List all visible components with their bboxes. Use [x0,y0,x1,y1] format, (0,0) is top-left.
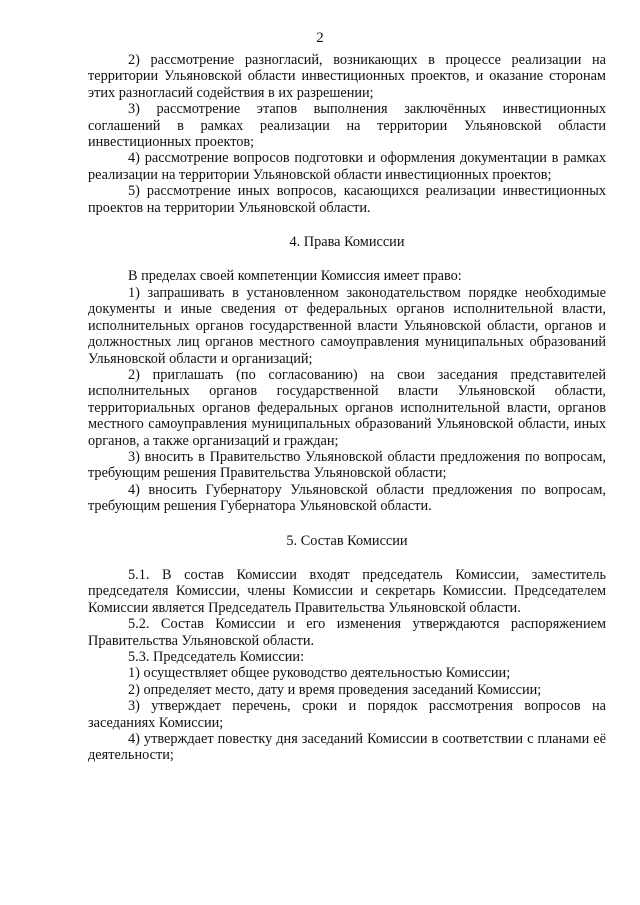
paragraph: В пределах своей компетенции Комиссия имеет право: [128,268,462,285]
paragraph: 5.1. В состав Комиссии входят председатель Комиссии, заместитель председателя Комиссии, члены Комиссии и секретарь Комиссии. Председателем Комиссии является Председатель Правительства Ульяновской области. [88,566,606,616]
section-heading-4: 4. Права Комиссии [289,234,405,251]
paragraph: 5) рассмотрение иных вопросов, касающихся реализации инвестиционных проектов на территории Ульяновской области. [88,183,606,216]
paragraph: 4) рассмотрение вопросов подготовки и оформления документации в рамках реализации на территории Ульяновской области инвестиционных проектов; [88,150,606,183]
paragraph: 3) вносить в Правительство Ульяновской области предложения по вопросам, требующим решения Правительства Ульяновской области; [88,448,606,482]
paragraph: 3) рассмотрение этапов выполнения заключённых инвестиционных соглашений в рамках реализации на территории Ульяновской области инвестиционных проектов; [88,101,606,151]
paragraph: 4) вносить Губернатору Ульяновской области предложения по вопросам, требующим решения Губернатора Ульяновской области. [88,481,606,515]
paragraph: 5.3. Председатель Комиссии: [128,649,305,665]
page-number: 2 [316,30,324,46]
section-heading-5: 5. Состав Комиссии [286,532,408,549]
paragraph: 1) осуществляет общее руководство деятельностью Комиссии; [128,665,511,682]
document-body [88,52,606,764]
paragraph: 5.2. Состав Комиссии и его изменения утверждаются распоряжением Правительства Ульяновской области. [88,616,606,649]
paragraph: 2) рассмотрение разногласий, возникающих в процессе реализации на территории Ульяновской области инвестиционных проектов, и оказание сторонам этих разногласий содействия в их разрешении; [88,52,606,101]
paragraph: 1) запрашивать в установленном законодательством порядке необходимые документы и иные сведения от федеральных органов исполнительной власти, исполнительных органов государственной власти Ульяновской области, органов и должностных лиц органов местного самоуправления муниципальных образований Ульяновской области и организаций; [88,284,606,367]
paragraph: 3) утверждает перечень, сроки и порядок рассмотрения вопросов на заседаниях Комиссии; [88,698,606,731]
paragraph: 4) утверждает повестку дня заседаний Комиссии в соответствии с планами её деятельности; [88,731,606,764]
paragraph: 2) определяет место, дату и время проведения заседаний Комиссии; [128,681,542,698]
paragraph: 2) приглашать (по согласованию) на свои заседания представителей исполнительных органов государственной власти Ульяновской области, территориальных органов федеральных органов исполнительной власти, органов местного самоуправления муниципальных образований Ульяновской области, иных органов, а также организаций и граждан; [88,366,606,449]
